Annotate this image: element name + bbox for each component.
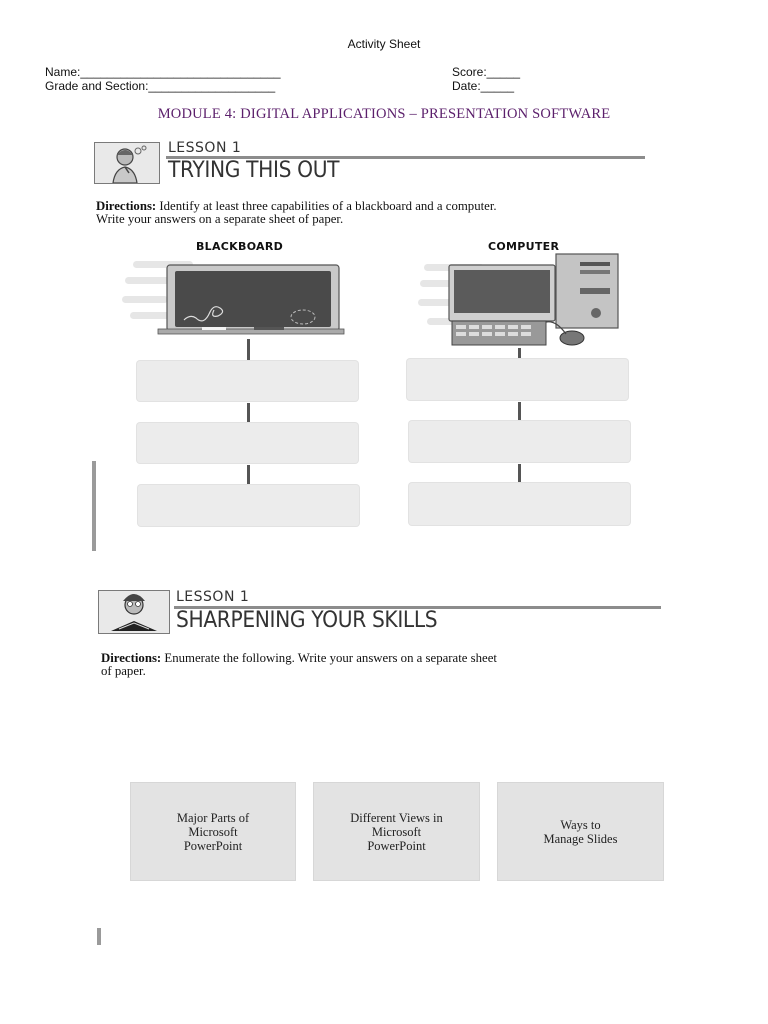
sheet-title: Activity Sheet: [347, 37, 421, 51]
blackboard-answer-box-3: [138, 485, 359, 526]
score-field: Score:_____: [452, 65, 521, 79]
lesson2-directions: [101, 652, 671, 678]
card-line: Different Views in: [350, 810, 443, 825]
margin-mark: [97, 928, 101, 945]
computer-answer-box-3: [409, 483, 630, 525]
card-manage-slides: [497, 782, 664, 881]
lesson1-title: TRYING THIS OUT: [168, 158, 340, 183]
card-line: Microsoft: [371, 824, 422, 839]
directions-label: Directions:: [101, 651, 162, 665]
lesson1-directions: [96, 200, 656, 226]
card-line: PowerPoint: [183, 838, 243, 853]
blackboard-label: BLACKBOARD: [196, 240, 284, 253]
card-line: Ways to: [560, 817, 601, 832]
date-field: Date:_____: [452, 79, 515, 93]
directions-text-2: Write your answers on a separate sheet of paper.: [96, 212, 344, 226]
name-field: Name:______________________________: [45, 65, 281, 79]
directions-text-2: of paper.: [101, 664, 146, 678]
card-line: Microsoft: [188, 824, 238, 839]
module-title: MODULE 4: DIGITAL APPLICATIONS – PRESENTATION SOFTWARE: [157, 106, 611, 122]
blackboard-icon: [150, 262, 345, 336]
card-major-parts: [130, 782, 296, 881]
thinking-student-icon: [94, 142, 160, 184]
directions-label: Directions:: [96, 199, 157, 213]
grade-section-field: Grade and Section:___________________: [45, 79, 276, 93]
computer-answer-box-1: [407, 359, 628, 400]
connector-line: [247, 339, 250, 361]
connector-line: [247, 403, 250, 423]
blackboard-answer-box-1: [137, 361, 358, 401]
computer-answer-box-2: [409, 421, 630, 462]
card-line: PowerPoint: [367, 838, 426, 853]
lesson2-title: SHARPENING YOUR SKILLS: [176, 608, 438, 633]
connector-line: [518, 464, 521, 483]
card-different-views: [313, 782, 480, 881]
lesson1-label: LESSON 1: [168, 140, 242, 156]
blackboard-answer-box-2: [137, 423, 358, 463]
card-line: Major Parts of: [176, 810, 250, 825]
lesson2-label: LESSON 1: [176, 589, 250, 605]
directions-text-1: Enumerate the following. Write your answers on a separate sheet: [161, 651, 497, 665]
card-line: Manage Slides: [543, 831, 618, 846]
connector-line: [518, 348, 521, 359]
directions-text-1: Identify at least three capabilities of a blackboard and a computer.: [156, 199, 497, 213]
margin-mark: [92, 461, 96, 551]
computer-icon: [444, 252, 624, 348]
connector-line: [247, 465, 250, 485]
connector-line: [518, 402, 521, 421]
reading-student-icon: [98, 590, 170, 634]
computer-label: COMPUTER: [488, 240, 560, 253]
